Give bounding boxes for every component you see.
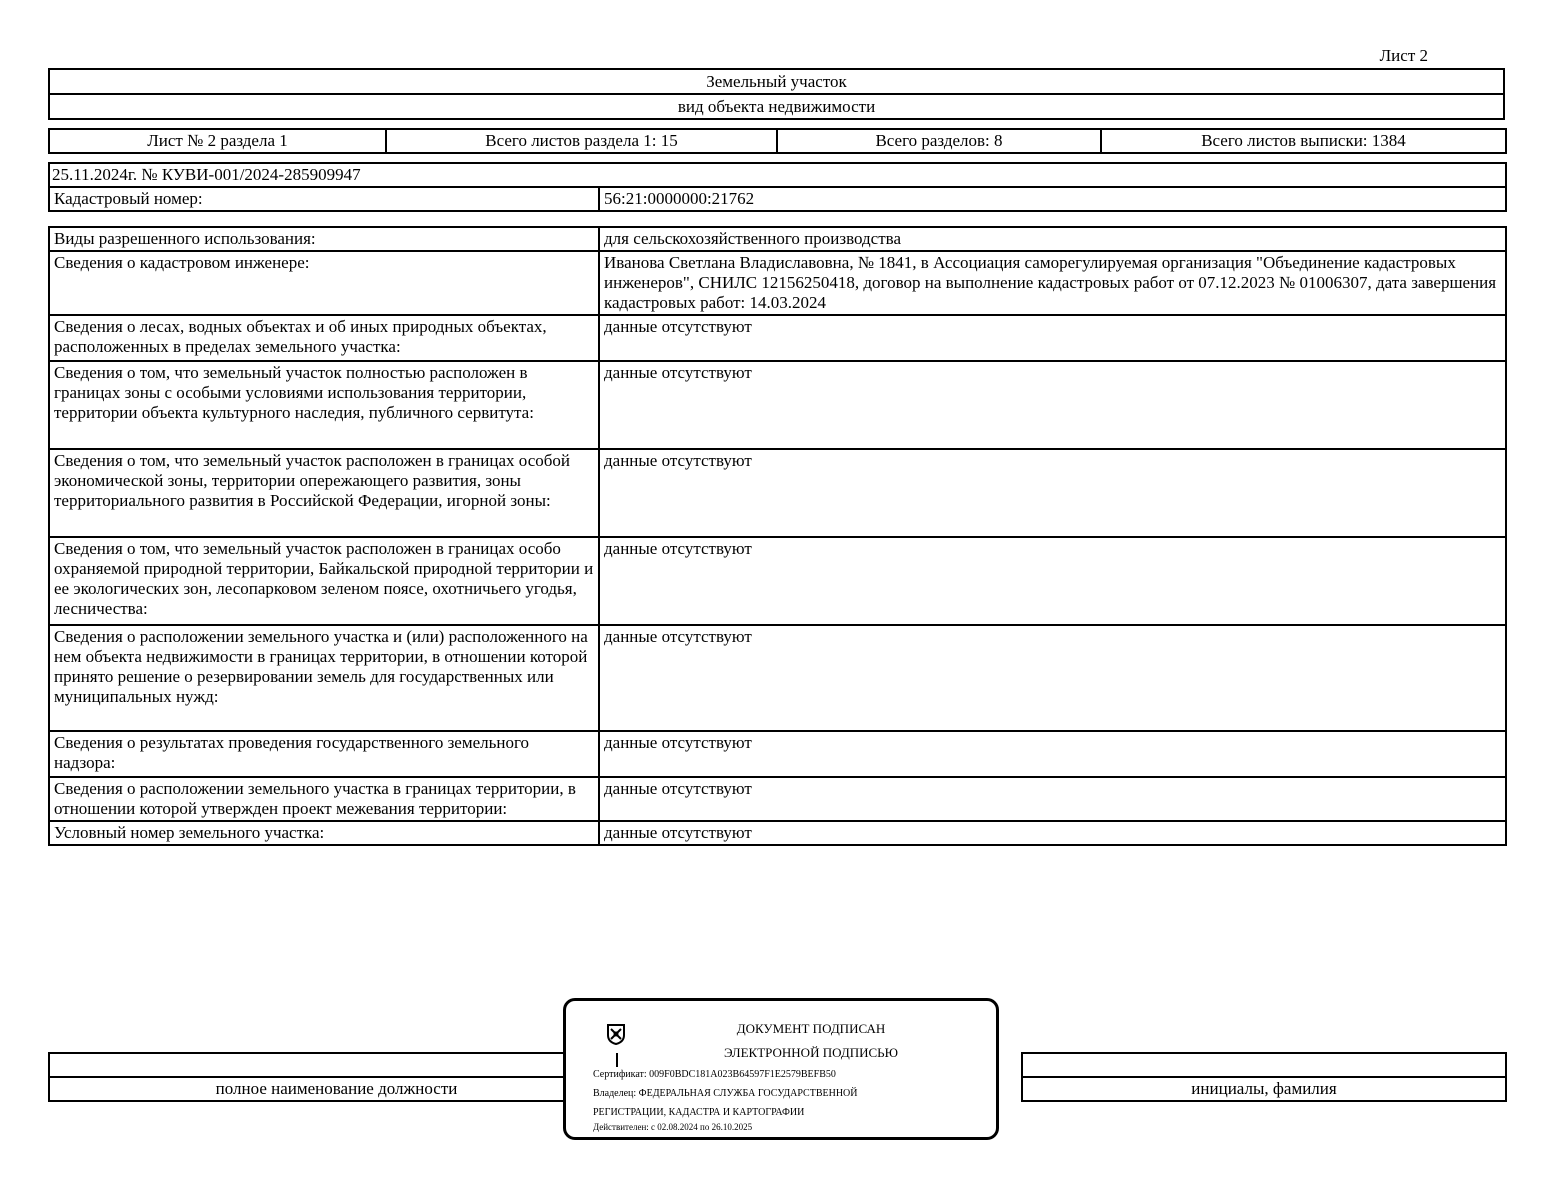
document-reference-table	[48, 162, 1507, 212]
table-row	[49, 315, 1506, 361]
row-value: данные отсутствуют	[599, 777, 1506, 821]
table-row	[49, 777, 1506, 821]
stamp-subtitle: ЭЛЕКТРОННОЙ ПОДПИСЬЮ	[724, 1045, 898, 1060]
row-value: данные отсутствуют	[599, 537, 1506, 625]
position-field	[49, 1053, 624, 1077]
name-caption: инициалы, фамилия	[1022, 1077, 1506, 1101]
table-row	[49, 227, 1506, 251]
row-value: данные отсутствуют	[599, 821, 1506, 845]
land-plot-details-table	[48, 226, 1507, 846]
stamp-validity: Действителен: с 02.08.2024 по 26.10.2025	[593, 1122, 753, 1132]
section-sheets-total: Всего листов раздела 1: 15	[386, 129, 777, 153]
row-label: Виды разрешенного использования:	[49, 227, 599, 251]
row-label: Сведения о том, что земельный участок расположен в границах особой экономической зоны, территории опережающего развития, зоны территориального развития в Российской Федерации, игорной зоны:	[49, 449, 599, 537]
row-value: данные отсутствуют	[599, 361, 1506, 449]
row-label: Сведения о том, что земельный участок расположен в границах особо охраняемой природной территории, Байкальской природной территории и ее экологических зон, лесопарковом зеленом поясе, охотничьего угодья, лесничества:	[49, 537, 599, 625]
cadastral-number-label: Кадастровый номер:	[49, 187, 599, 211]
row-value: данные отсутствуют	[599, 449, 1506, 537]
row-label: Сведения о том, что земельный участок полностью расположен в границах зоны с особыми условиями использования территории, территории объекта культурного наследия, публичного сервитута:	[49, 361, 599, 449]
stamp-title: ДОКУМЕНТ ПОДПИСАН	[736, 1021, 886, 1036]
document-reference: 25.11.2024г. № КУВИ-001/2024-285909947	[49, 163, 1506, 187]
sheet-of-section: Лист № 2 раздела 1	[49, 129, 386, 153]
sheet-counts-table	[48, 128, 1507, 154]
row-value: данные отсутствуют	[599, 731, 1506, 777]
stamp-owner-cont: РЕГИСТРАЦИИ, КАДАСТРА И КАРТОГРАФИИ	[593, 1107, 805, 1118]
table-row	[49, 449, 1506, 537]
table-row	[49, 731, 1506, 777]
electronic-signature-stamp	[563, 998, 999, 1140]
row-value: данные отсутствуют	[599, 625, 1506, 731]
sections-total: Всего разделов: 8	[777, 129, 1101, 153]
row-label: Сведения о результатах проведения государственного земельного надзора:	[49, 731, 599, 777]
table-row	[49, 361, 1506, 449]
row-value: для сельскохозяйственного производства	[599, 227, 1506, 251]
extract-sheets-total: Всего листов выписки: 1384	[1101, 129, 1506, 153]
object-kind-caption: вид объекта недвижимости	[49, 94, 1504, 119]
sheet-number: Лист 2	[1379, 46, 1428, 65]
row-label: Сведения о кадастровом инженере:	[49, 251, 599, 315]
stamp-owner: Владелец: ФЕДЕРАЛЬНАЯ СЛУЖБА ГОСУДАРСТВЕННОЙ	[593, 1088, 858, 1099]
object-header-table	[48, 68, 1505, 120]
row-label: Сведения о расположении земельного участка в границах территории, в отношении которой утвержден проект межевания территории:	[49, 777, 599, 821]
row-label: Условный номер земельного участка:	[49, 821, 599, 845]
object-kind: Земельный участок	[49, 69, 1504, 94]
row-label: Сведения о лесах, водных объектах и об иных природных объектах, расположенных в пределах земельного участка:	[49, 315, 599, 361]
table-row	[49, 821, 1506, 845]
table-row	[49, 537, 1506, 625]
table-row	[49, 625, 1506, 731]
name-field	[1022, 1053, 1506, 1077]
stamp-certificate: Сертификат: 009F0BDC181A023B64597F1E2579BEFB50	[593, 1069, 836, 1080]
cadastral-number-value: 56:21:0000000:21762	[599, 187, 1506, 211]
row-value: Иванова Светлана Владиславовна, № 1841, в Ассоциация саморегулируемая организация "Объединение кадастровых инженеров", СНИЛС 12156250418, договор на выполнение кадастровых работ от 07.12.2023 № 01006307, дата завершения кадастровых работ: 14.03.2024	[599, 251, 1506, 315]
table-row	[49, 251, 1506, 315]
row-label: Сведения о расположении земельного участка и (или) расположенного на нем объекта недвижимости в границах территории, в отношении которой принято решение о резервировании земель для государственных или муниципальных нужд:	[49, 625, 599, 731]
row-value: данные отсутствуют	[599, 315, 1506, 361]
position-caption: полное наименование должности	[49, 1077, 624, 1101]
